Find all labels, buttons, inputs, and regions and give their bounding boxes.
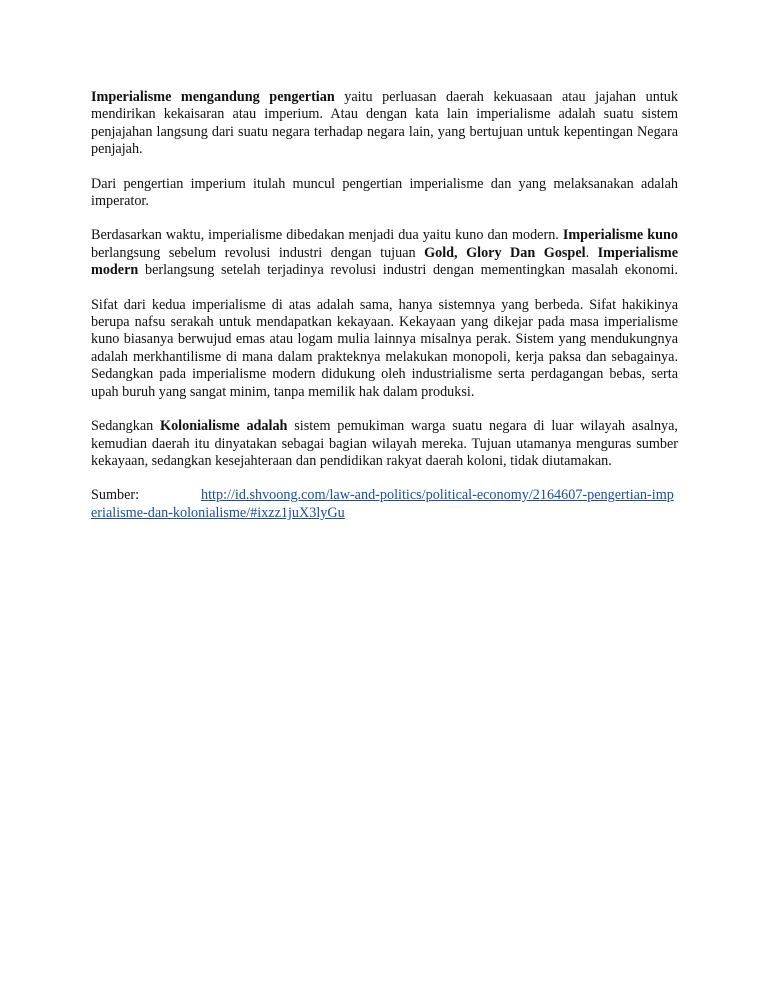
paragraph-text: Dari pengertian imperium itulah muncul pengertian imperialisme dan yang melaksanakan adalah imperator. — [91, 175, 678, 210]
bold-term-imperialisme-kuno: Imperialisme kuno — [562, 227, 678, 244]
paragraph-text: Berdasarkan waktu, imperialisme dibedakan menjadi dua yaitu kuno dan modern. — [91, 227, 563, 244]
paragraph-text: sistem pemukiman warga suatu negara di luar wilayah asalnya, kemudian daerah itu dinyatakan sebagai bagian wilayah mereka. Tujuan utamanya menguras sumber kekayaan, sedangkan kesejahteraan dan pendidikan rakyat daerah koloni, tidak diutamakan. — [91, 418, 678, 469]
bold-term-imperialisme-modern: Imperialisme modern — [91, 244, 678, 279]
paragraph-sifat — [91, 297, 678, 401]
source-citation — [91, 487, 678, 522]
paragraph-text: yaitu perluasan daerah kekuasaan atau jajahan untuk mendirikan kekaisaran atau imperium. Atau dengan kata lain imperialisme adalah suatu sistem penjajahan langsung dari suatu negara terhadap negara lain, yang bertujuan untuk kepentingan Negara penjajah. — [91, 89, 678, 158]
paragraph-imperium — [91, 176, 678, 211]
paragraph-text: Sedangkan — [91, 418, 161, 435]
source-label: Sumber: — [91, 487, 140, 504]
paragraph-text: Sifat dari kedua imperialisme di atas adalah sama, hanya sistemnya yang berbeda. Sifat hakikinya berupa nafsu serakah untuk mendapatkan kekayaan. Kekayaan yang dikejar pada masa imperialisme kuno biasanya berwujud emas atau logam mulia lainnya misalnya perak. Sistem yang mendukungnya adalah merkhantilisme di mana dalam prakteknya melakukan monopoli, kerja paksa dan sebagainya. Sedangkan pada imperialisme modern didukung oleh industrialisme serta perdagangan bebas, serta upah buruh yang sangat minim, tanpa memilik hak dalam produksi. — [91, 296, 678, 400]
paragraph-kuno-modern — [91, 227, 678, 279]
document-page — [91, 89, 678, 522]
bold-term-kolonialisme: Kolonialisme adalah — [160, 418, 288, 435]
paragraph-imperialisme-definition — [91, 89, 678, 159]
paragraph-text: berlangsung sebelum revolusi industri dengan tujuan — [91, 244, 425, 261]
paragraph-text: . — [585, 244, 598, 261]
paragraph-kolonialisme — [91, 418, 678, 470]
bold-term-imperialisme: Imperialisme mengandung pengertian — [91, 89, 335, 105]
paragraph-text: berlangsung setelah terjadinya revolusi industri dengan mementingkan masalah ekonomi. — [138, 262, 678, 279]
bold-term-gold-glory-gospel: Gold, Glory Dan Gospel — [424, 244, 586, 261]
source-link[interactable]: http://id.shvoong.com/law-and-politics/political-economy/2164607-pengertian-imperialisme-dan-kolonialisme/#ixzz1juX3lyGu — [91, 487, 674, 521]
